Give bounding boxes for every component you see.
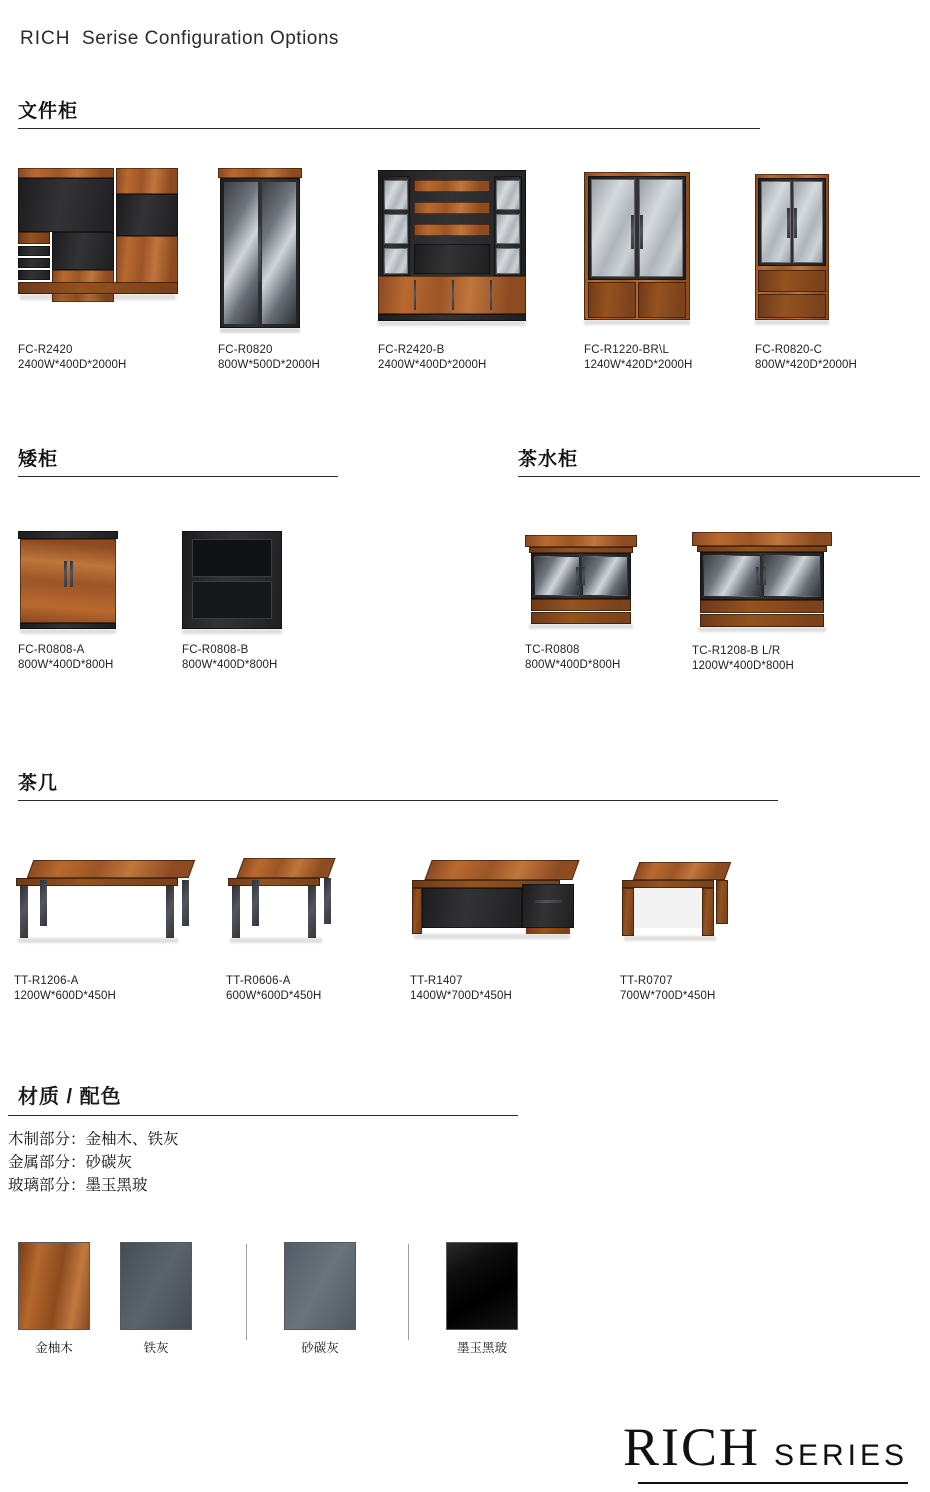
product-dimension: 2400W*400D*2000H bbox=[18, 359, 127, 371]
materials-line-wood: 木制部分：金柚木、铁灰 bbox=[8, 1131, 179, 1148]
product-dimension: 600W*600D*450H bbox=[226, 990, 322, 1002]
product-dimension: 1200W*600D*450H bbox=[14, 990, 116, 1002]
swatch-chip-black-glass bbox=[446, 1242, 518, 1330]
product-fc-r2420-b bbox=[378, 160, 526, 373]
product-dimension: 1200W*400D*800H bbox=[692, 660, 794, 672]
product-tt-r1206-a bbox=[14, 850, 192, 1004]
swatch-label-sand-carbon: 砂碳灰 bbox=[301, 1341, 339, 1355]
product-caption-tt-r0606-a bbox=[226, 974, 336, 1004]
section-rule-filecabinet bbox=[18, 128, 760, 129]
product-code: TC-R0808 bbox=[525, 644, 580, 656]
product-caption-fc-r0820-c bbox=[755, 343, 857, 373]
footer-series: SERIES bbox=[773, 1439, 908, 1472]
product-caption-tt-r1206-a bbox=[14, 974, 192, 1004]
product-caption-fc-r1220-brl bbox=[584, 343, 692, 373]
product-dimension: 800W*400D*800H bbox=[18, 659, 114, 671]
product-tc-r0808 bbox=[525, 525, 637, 673]
section-heading-teatable: 茶几 bbox=[18, 773, 59, 794]
product-caption-tc-r1208-b-lr bbox=[692, 644, 832, 674]
product-caption-tt-r1407 bbox=[410, 974, 580, 1004]
materials-line-metal: 金属部分：砂碳灰 bbox=[8, 1154, 133, 1171]
product-image-fc-r2420 bbox=[18, 160, 178, 335]
product-code: FC-R0808-A bbox=[18, 644, 85, 656]
brand-name: RICH bbox=[20, 28, 71, 49]
footer-brand: RICH bbox=[622, 1417, 760, 1477]
product-tt-r0606-a bbox=[226, 850, 336, 1004]
product-fc-r0820-c bbox=[755, 160, 857, 373]
product-caption-fc-r0808-b bbox=[182, 643, 282, 673]
product-image-fc-r2420-b bbox=[378, 160, 526, 335]
swatch-label-wood: 金柚木 bbox=[35, 1341, 73, 1355]
product-dimension: 700W*700D*450H bbox=[620, 990, 716, 1002]
product-dimension: 1400W*700D*450H bbox=[410, 990, 512, 1002]
section-rule-teatable bbox=[18, 800, 778, 801]
product-code: FC-R0820-C bbox=[755, 344, 823, 356]
product-code: TT-R0606-A bbox=[226, 975, 291, 987]
product-code: FC-R2420-B bbox=[378, 344, 445, 356]
swatch-chip-iron-grey bbox=[120, 1242, 192, 1330]
product-dimension: 800W*400D*800H bbox=[182, 659, 278, 671]
section-heading-filecabinet: 文件柜 bbox=[18, 101, 79, 122]
product-tc-r1208-b-lr bbox=[692, 518, 832, 674]
swatch-divider-2 bbox=[408, 1244, 409, 1340]
section-rule-lowcabinet bbox=[18, 476, 338, 477]
product-caption-tc-r0808 bbox=[525, 643, 637, 673]
swatch-chip-sand-carbon bbox=[284, 1242, 356, 1330]
product-caption-fc-r0808-a bbox=[18, 643, 118, 673]
product-dimension: 1240W*420D*2000H bbox=[584, 359, 693, 371]
product-image-fc-r0820-c bbox=[755, 160, 829, 335]
product-code: FC-R1220-BR\L bbox=[584, 344, 670, 356]
product-code: FC-R0808-B bbox=[182, 644, 249, 656]
product-image-tt-r0707 bbox=[620, 850, 730, 950]
footer-logo bbox=[623, 1416, 908, 1478]
page-title-text: Serise Configuration Options bbox=[82, 28, 339, 49]
product-tt-r1407 bbox=[410, 850, 580, 1004]
product-code: TC-R1208-B L/R bbox=[692, 645, 781, 657]
product-image-tt-r0606-a bbox=[226, 850, 336, 950]
materials-heading: 材质 / 配色 bbox=[18, 1086, 122, 1108]
materials-text bbox=[8, 1128, 179, 1197]
product-caption-fc-r0820 bbox=[218, 343, 320, 373]
product-image-tt-r1407 bbox=[410, 850, 580, 950]
product-dimension: 800W*420D*2000H bbox=[755, 359, 857, 371]
swatch-sand-carbon bbox=[284, 1242, 364, 1356]
materials-rule bbox=[8, 1115, 518, 1116]
color-swatches bbox=[18, 1242, 908, 1357]
product-fc-r1220-brl bbox=[584, 160, 692, 373]
swatch-label-iron-grey: 铁灰 bbox=[143, 1341, 169, 1355]
product-fc-r0808-a bbox=[18, 525, 118, 673]
product-image-tt-r1206-a bbox=[14, 850, 192, 950]
product-caption-fc-r2420-b bbox=[378, 343, 526, 373]
product-dimension: 800W*500D*2000H bbox=[218, 359, 320, 371]
product-code: TT-R0707 bbox=[620, 975, 673, 987]
swatch-iron-grey bbox=[120, 1242, 192, 1356]
swatch-divider-1 bbox=[246, 1244, 247, 1340]
swatch-chip-wood bbox=[18, 1242, 90, 1330]
section-rule-teacabinet bbox=[518, 476, 920, 477]
product-tt-r0707 bbox=[620, 850, 730, 1004]
footer-rule bbox=[638, 1482, 908, 1484]
product-image-tc-r0808 bbox=[525, 525, 637, 635]
swatch-label-black-glass: 墨玉黑玻 bbox=[456, 1341, 507, 1355]
product-caption-tt-r0707 bbox=[620, 974, 730, 1004]
product-code: TT-R1206-A bbox=[14, 975, 79, 987]
swatch-black-glass bbox=[446, 1242, 531, 1356]
product-image-fc-r0820 bbox=[218, 160, 302, 335]
product-image-fc-r1220-brl bbox=[584, 160, 690, 335]
product-code: FC-R0820 bbox=[218, 344, 273, 356]
product-dimension: 800W*400D*800H bbox=[525, 659, 621, 671]
section-heading-teacabinet: 茶水柜 bbox=[518, 449, 579, 470]
product-fc-r0808-b bbox=[182, 525, 282, 673]
product-caption-fc-r2420 bbox=[18, 343, 178, 373]
swatch-wood bbox=[18, 1242, 90, 1356]
materials-line-glass: 玻璃部分：墨玉黑玻 bbox=[8, 1177, 148, 1194]
product-fc-r0820 bbox=[218, 160, 320, 373]
page-title bbox=[20, 28, 339, 50]
product-dimension: 2400W*400D*2000H bbox=[378, 359, 487, 371]
product-image-fc-r0808-b bbox=[182, 525, 282, 635]
product-code: TT-R1407 bbox=[410, 975, 463, 987]
product-code: FC-R2420 bbox=[18, 344, 73, 356]
section-heading-lowcabinet: 矮柜 bbox=[18, 449, 59, 470]
product-image-fc-r0808-a bbox=[18, 525, 118, 635]
product-fc-r2420 bbox=[18, 160, 178, 373]
product-image-tc-r1208-b-lr bbox=[692, 518, 832, 636]
